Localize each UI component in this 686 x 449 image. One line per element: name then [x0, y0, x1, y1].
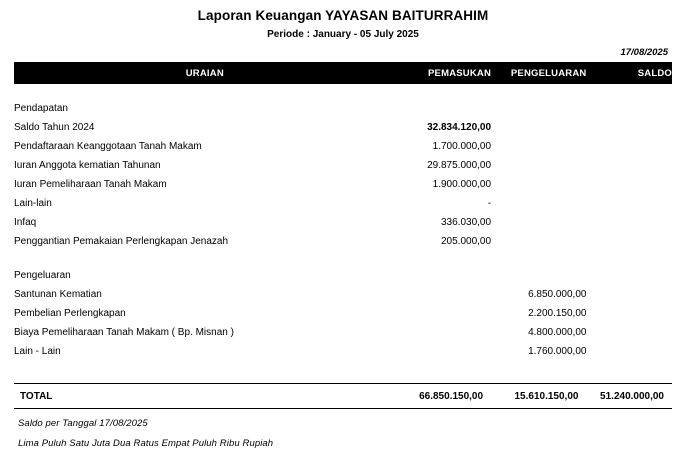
row-label: Saldo Tahun 2024	[14, 122, 95, 133]
row-pemasukan	[396, 342, 491, 361]
header-uraian: URAIAN	[14, 62, 396, 84]
row-label: Pendaftaraan Keanggotaan Tanah Makam	[14, 141, 202, 152]
header-saldo: SALDO	[586, 62, 672, 84]
spacer-row	[14, 251, 672, 264]
row-pengeluaran: 1.760.000,00	[528, 346, 587, 357]
row-saldo	[586, 137, 672, 156]
row-pengeluaran	[491, 232, 586, 251]
row-pengeluaran	[491, 175, 586, 194]
table-header	[14, 62, 672, 84]
row-label: Iuran Pemeliharaan Tanah Makam	[14, 179, 167, 190]
row-pengeluaran	[491, 156, 586, 175]
table-row	[14, 156, 672, 175]
row-saldo	[586, 175, 672, 194]
row-label: Lain - Lain	[14, 346, 61, 357]
row-pengeluaran	[491, 194, 586, 213]
row-pengeluaran: 6.850.000,00	[528, 289, 587, 300]
row-label: Iuran Anggota kematian Tahunan	[14, 160, 161, 171]
total-pengeluaran: 15.610.150,00	[491, 384, 586, 409]
table-row	[14, 342, 672, 361]
header-pengeluaran: PENGELUARAN	[491, 62, 586, 84]
row-label: Lain-lain	[14, 198, 52, 209]
section-title-pengeluaran: Pengeluaran	[14, 270, 71, 281]
table-row	[14, 194, 672, 213]
row-saldo	[586, 304, 672, 323]
table-row	[14, 137, 672, 156]
row-saldo	[586, 213, 672, 232]
row-label: Infaq	[14, 217, 37, 228]
financial-report-table	[14, 62, 672, 409]
total-row	[14, 384, 672, 409]
section-header-row	[14, 97, 672, 118]
row-pemasukan: 32.834.120,00	[427, 122, 492, 133]
table-row	[14, 285, 672, 304]
row-pemasukan	[396, 323, 491, 342]
row-saldo	[586, 194, 672, 213]
total-saldo: 51.240.000,00	[586, 384, 672, 409]
row-pengeluaran	[491, 118, 586, 137]
saldo-per-tanggal: Saldo per Tanggal 17/08/2025	[18, 418, 148, 429]
spacer-row	[14, 84, 672, 97]
row-pemasukan	[396, 285, 491, 304]
table-header-row	[14, 62, 672, 84]
page-title: Laporan Keuangan YAYASAN BAITURRAHIM	[197, 8, 489, 23]
row-saldo	[586, 285, 672, 304]
row-pemasukan: 336.030,00	[440, 217, 492, 228]
row-pemasukan: -	[487, 198, 492, 209]
report-period: Periode : January - 05 July 2025	[267, 29, 419, 40]
row-pemasukan	[396, 304, 491, 323]
total-label: TOTAL	[14, 384, 396, 409]
total-pemasukan: 66.850.150,00	[396, 384, 491, 409]
report-date-stamp: 17/08/2025	[620, 47, 668, 58]
table-row	[14, 175, 672, 194]
row-pemasukan: 1.700.000,00	[432, 141, 492, 152]
table-row	[14, 304, 672, 323]
terbilang-text: Lima Puluh Satu Juta Dua Ratus Empat Puluh Ribu Rupiah	[18, 438, 274, 449]
table-row	[14, 118, 672, 137]
row-pengeluaran: 4.800.000,00	[528, 327, 587, 338]
row-label: Biaya Pemeliharaan Tanah Makam ( Bp. Misnan )	[14, 327, 234, 338]
table-row	[14, 323, 672, 342]
row-pengeluaran	[491, 137, 586, 156]
section-header-row	[14, 264, 672, 285]
row-label: Pembelian Perlengkapan	[14, 308, 126, 319]
row-saldo	[586, 232, 672, 251]
table-body	[14, 84, 672, 384]
table-footer	[14, 384, 672, 409]
header-pemasukan: PEMASUKAN	[396, 62, 491, 84]
row-saldo	[586, 342, 672, 361]
row-saldo	[586, 156, 672, 175]
spacer-row	[14, 361, 672, 384]
row-pemasukan: 29.875.000,00	[427, 160, 492, 171]
row-pemasukan: 1.900.000,00	[432, 179, 492, 190]
table-row	[14, 232, 672, 251]
table-row	[14, 213, 672, 232]
row-label: Penggantian Pemakaian Perlengkapan Jenazah	[14, 236, 229, 247]
row-pemasukan: 205.000,00	[440, 236, 492, 247]
row-saldo	[586, 118, 672, 137]
row-pengeluaran	[491, 213, 586, 232]
row-pengeluaran: 2.200.150,00	[528, 308, 587, 319]
section-title-pendapatan: Pendapatan	[14, 103, 68, 114]
row-label: Santunan Kematian	[14, 289, 102, 300]
row-saldo	[586, 323, 672, 342]
